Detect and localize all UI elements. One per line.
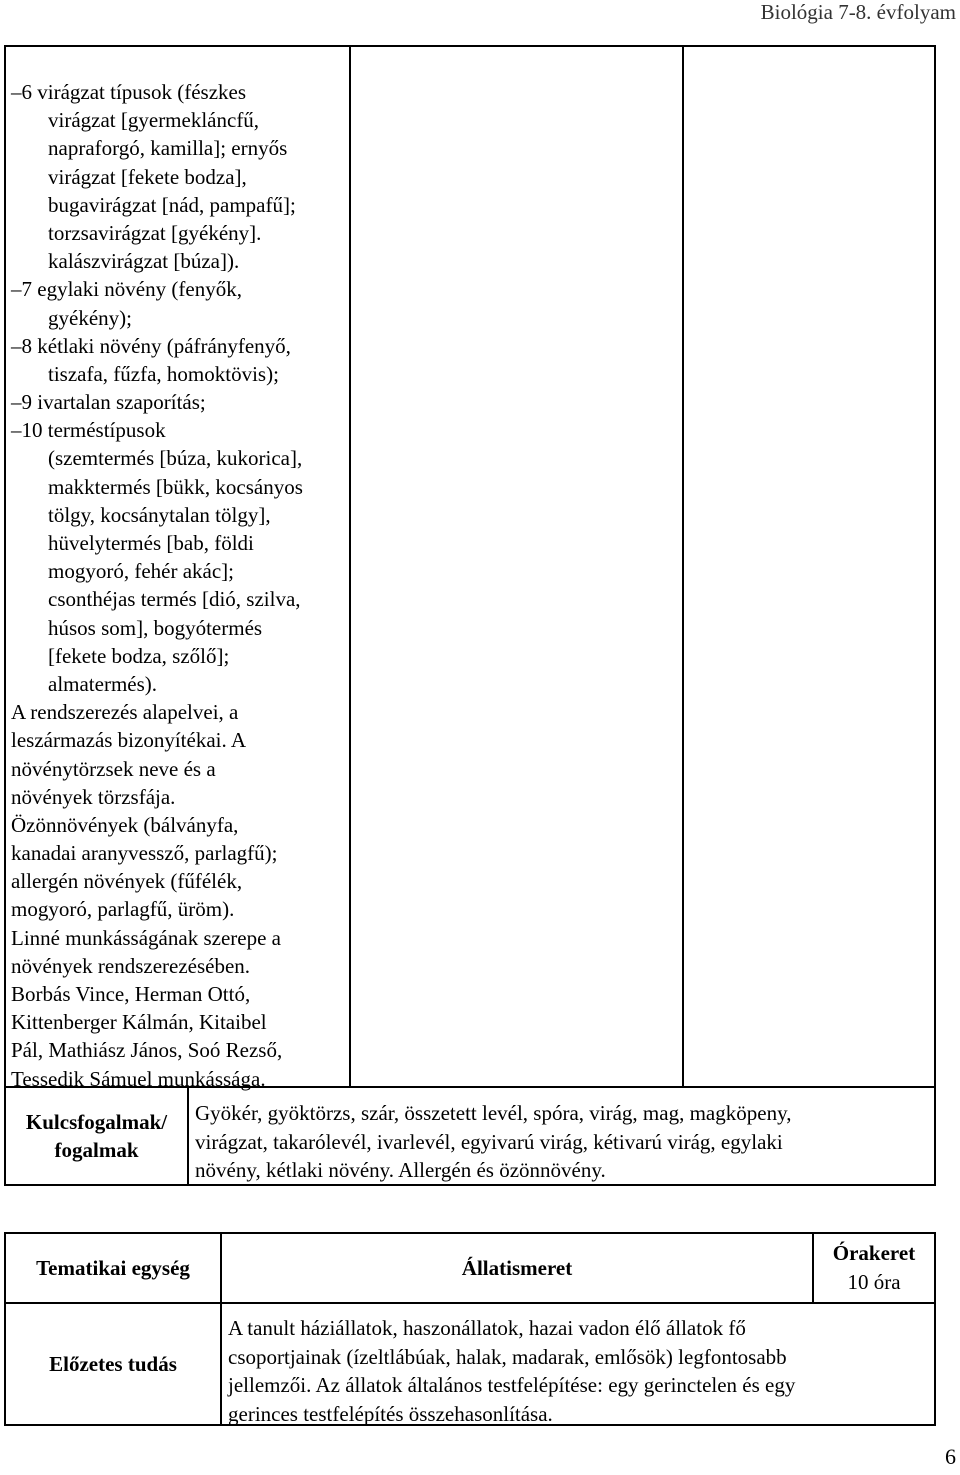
content-line: [fekete bodza, szőlő]; [48,643,230,668]
prior-knowledge-text [228,1314,928,1428]
content-line: Pál, Mathiász János, Soó Rezső, [11,1038,283,1063]
content-line: kalászvirágzat [búza]). [48,249,240,274]
thematic-unit-label [6,1234,220,1302]
content-line: növények törzsfája. [11,784,176,809]
content-line: Özönnövények (bálványfa, [11,812,239,837]
page-header: Biológia 7-8. évfolyam [760,0,956,24]
prior-knowledge-line: A tanult háziállatok, haszonállatok, hazai vadon élő állatok fő [228,1316,746,1340]
content-line: torzsavirágzat [gyékény]. [48,220,262,245]
content-line: tiszafa, fűzfa, homoktövis); [48,361,279,386]
content-line: almatermés). [48,671,158,696]
column-divider [349,45,351,1087]
key-concepts-label [6,1088,187,1184]
content-line: mogyoró, parlagfű, üröm). [11,897,235,922]
content-line: A rendszerezés alapelvei, a [11,700,239,725]
content-line: tölgy, kocsánytalan tölgy], [48,502,271,527]
content-line: mogyoró, fehér akác]; [48,559,234,584]
content-line: (szemtermés [búza, kukorica], [48,446,303,471]
content-line: növények rendszerezésében. [11,953,251,978]
hours-value: 10 óra [847,1270,901,1294]
content-line: makktermés [bükk, kocsányos [48,474,303,499]
unit-title-text: Állatismeret [461,1256,573,1280]
key-concepts-label-line1: Kulcsfogalmak/ [25,1110,168,1134]
content-line: –7 egylaki növény (fenyők, [11,277,242,302]
key-concepts-label-line2: fogalmak [54,1138,139,1162]
content-line: növénytörzsek neve és a [11,756,216,781]
hours-cell [814,1234,934,1302]
content-line: húsos som], bogyótermés [48,615,263,640]
content-line: gyékény); [48,305,132,330]
prior-knowledge-label [6,1304,220,1424]
content-line: Tessedik Sámuel munkássága. [11,1066,266,1091]
content-line: Borbás Vince, Herman Ottó, [11,982,251,1006]
content-text [11,78,347,1093]
content-line: virágzat [fekete bodza], [48,164,247,189]
content-line: bugavirágzat [nád, pampafű]; [48,192,296,217]
content-line: –9 ivartalan szaporítás; [11,390,206,415]
key-concepts-line: Gyökér, gyöktörzs, szár, összetett levél, spóra, virág, mag, magköpeny, [195,1101,792,1125]
key-concepts-line: növény, kétlaki növény. Allergén és özönnövény. [195,1158,606,1182]
content-line: csonthéjas termés [dió, szilva, [48,587,301,612]
key-concepts-line: virágzat, takarólevél, ivarlevél, egyivarú virág, kétivarú virág, egylaki [195,1129,783,1154]
content-line: napraforgó, kamilla]; ernyős [48,136,288,161]
prior-knowledge-line: csoportjainak (ízeltlábúak, halak, madarak, emlősök) legfontosabb [228,1344,787,1369]
unit-title [222,1234,812,1302]
thematic-unit-label-text: Tematikai egység [36,1256,190,1280]
content-line: Linné munkásságának szerepe a [11,925,281,950]
content-line: –10 terméstípusok [11,418,166,443]
page-number: 6 [945,1444,956,1469]
content-line: kanadai aranyvessző, parlagfű); [11,841,278,866]
content-line: –8 kétlaki növény (páfrányfenyő, [11,333,291,358]
prior-knowledge-line: gerinces testfelépítés összehasonlítása. [228,1401,553,1426]
content-line: allergén növények (fűfélék, [11,869,243,894]
column-divider [187,1086,189,1186]
prior-knowledge-line: jellemzői. Az állatok általános testfelépítése: egy gerinctelen és egy [228,1373,796,1397]
content-line: –6 virágzat típusok (fészkes [11,80,247,104]
content-line: virágzat [gyermekláncfű, [48,108,260,133]
key-concepts-text [195,1099,930,1185]
prior-knowledge-label-text: Előzetes tudás [49,1352,177,1376]
column-divider [682,45,684,1087]
content-line: Kittenberger Kálmán, Kitaibel [11,1010,267,1035]
content-line: hüvelytermés [bab, földi [48,531,254,555]
content-line: leszármazás bizonyítékai. A [11,728,246,753]
hours-label: Órakeret [832,1241,916,1265]
